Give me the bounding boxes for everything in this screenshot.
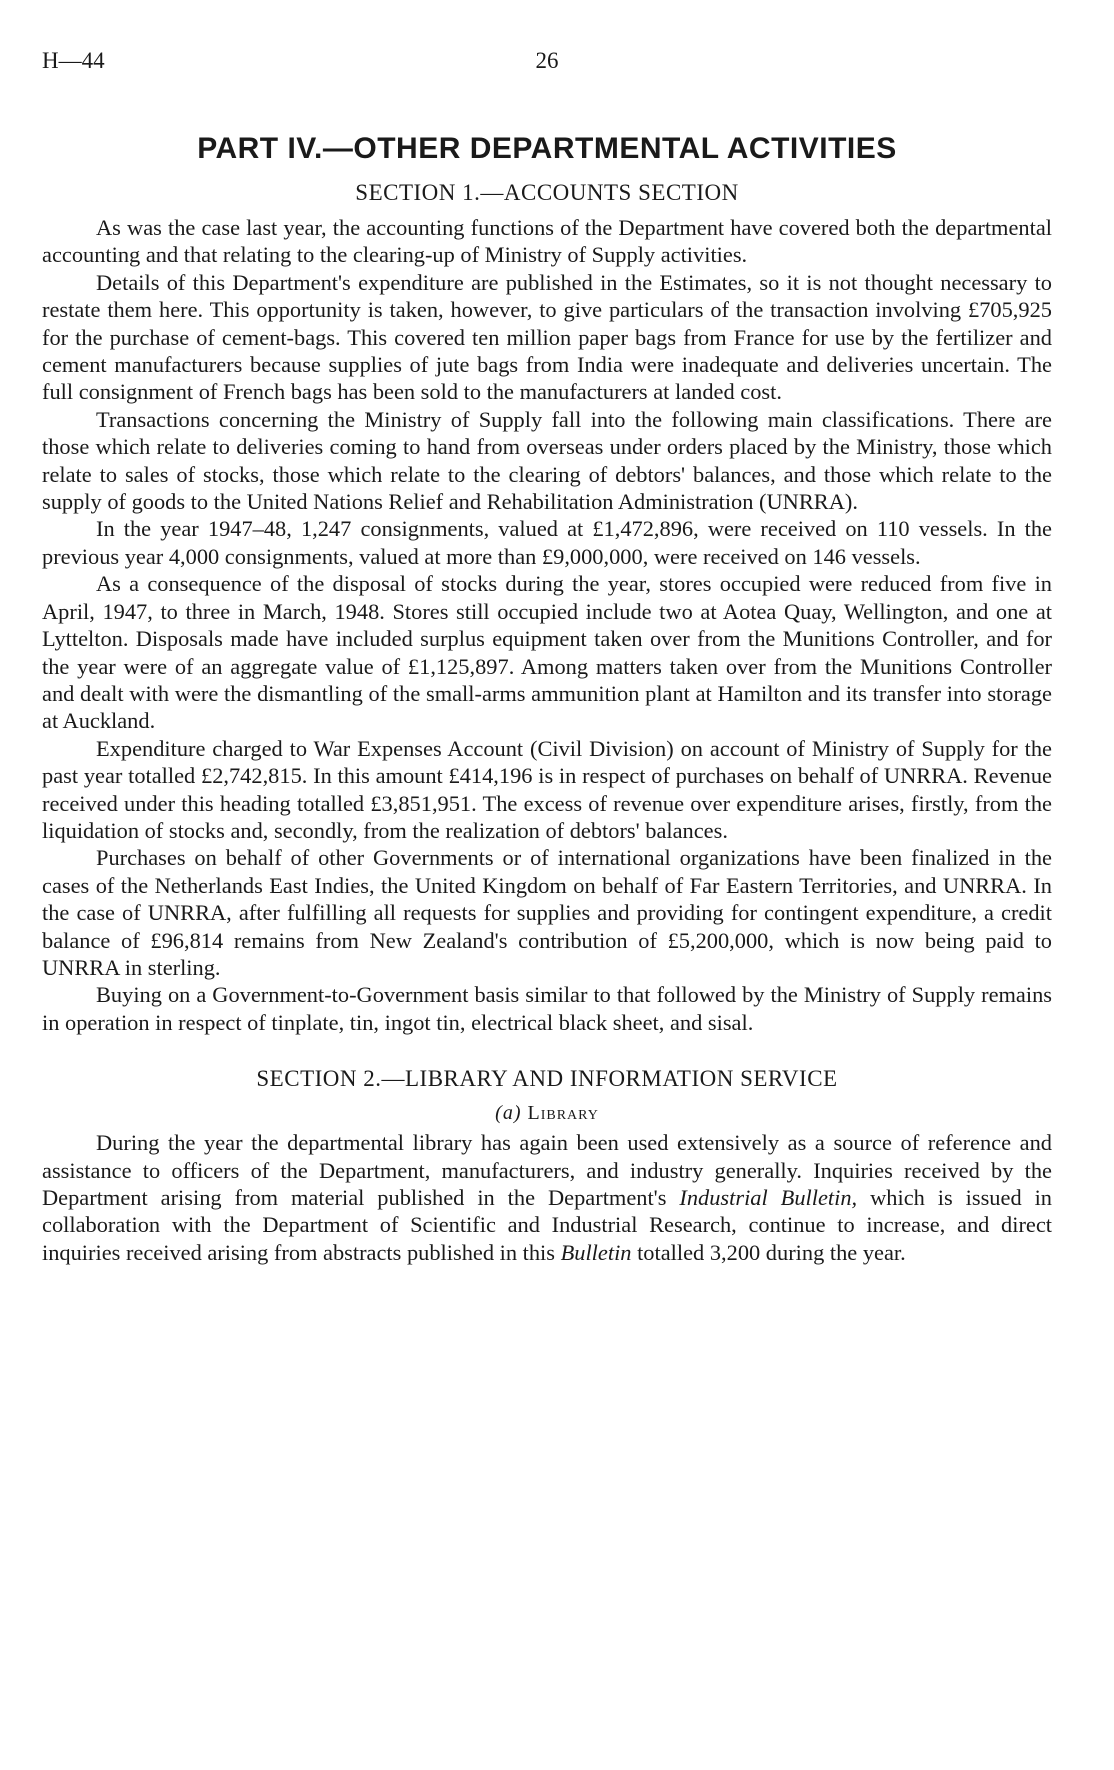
section-2-heading: SECTION 2.—LIBRARY AND INFORMATION SERVICE <box>256 1066 838 1092</box>
publication-title: Industrial Bulletin, <box>679 1185 858 1210</box>
paragraph: Details of this Department's expenditure are published in the Estimates, so it is not thought necessary to restate them here. This opportunity is taken, however, to give particulars of the transaction involving £705,925 for the purchase of cement-bags. This covered ten million paper bags from France for use by the fertilizer and cement manufacturers because supplies of jute bags from India were inadequate and deliveries uncertain. The full consignment of French bags has been sold to the manufacturers at landed cost. <box>42 269 1052 405</box>
library-subheading <box>42 1102 1052 1125</box>
part-title: PART IV.—OTHER DEPARTMENTAL ACTIVITIES <box>197 132 897 165</box>
paragraph: Expenditure charged to War Expenses Account (Civil Division) on account of Ministry of Supply for the past year totalled £2,742,815. In this amount £414,196 is in respect of purchases on behalf of UNRRA. Revenue received under this heading totalled £3,851,951. The excess of revenue over expenditure arises, firstly, from the liquidation of stocks and, secondly, from the realization of debtors' balances. <box>42 735 1052 843</box>
section-1-heading: SECTION 1.—ACCOUNTS SECTION <box>355 180 739 205</box>
paragraph: Buying on a Government-to-Government basis similar to that followed by the Ministry of Supply remains in operation in respect of tinplate, tin, ingot tin, electrical black sheet, and sisal. <box>42 982 1052 1035</box>
paragraph: In the year 1947–48, 1,247 consignments, valued at £1,472,896, were received on 110 vessels. In the previous year 4,000 consignments, valued at more than £9,000,000, were received on 146 vessels. <box>42 516 1052 569</box>
paragraph: Purchases on behalf of other Governments or of international organizations have been finalized in the cases of the Netherlands East Indies, the United Kingdom on behalf of Far Eastern Territories, and UNRRA. In the case of UNRRA, after fulfilling all requests for supplies and providing for contingent expenditure, a credit balance of £96,814 remains from New Zealand's contribution of £5,200,000, which is now being paid to UNRRA in sterling. <box>42 845 1052 980</box>
paragraph-text: totalled 3,200 during the year. <box>631 1239 906 1265</box>
report-code: H—44 <box>42 48 105 73</box>
page-number: 26 <box>535 48 559 73</box>
section-2-body <box>42 1129 1052 1266</box>
subheading-title: Library <box>527 1102 599 1125</box>
document-page <box>42 48 1052 1266</box>
paragraph: Transactions concerning the Ministry of Supply fall into the following main classifications. There are those which relate to deliveries coming to hand from overseas under orders placed by the Ministry, those which relate to sales of stocks, those which relate to the clearing of debtors' balances, and those which relate to the supply of goods to the United Nations Relief and Rehabilitation Administration (UNRRA). <box>42 406 1052 515</box>
paragraph: As a consequence of the disposal of stocks during the year, stores occupied were reduced from five in April, 1947, to three in March, 1948. Stores still occupied include two at Aotea Quay, Wellington, and one at Lyttelton. Disposals made have included surplus equipment taken over from the Munitions Controller, and for the year were of an aggregate value of £1,125,897. Among matters taken over from the Munitions Controller and dealt with were the dismantling of the small-arms ammunition plant at Hamilton and its transfer into storage at Auckland. <box>42 571 1052 734</box>
library-paragraph <box>42 1129 1052 1266</box>
section-1-body <box>42 214 1052 1036</box>
publication-title: Bulletin <box>560 1239 632 1265</box>
subheading-marker: (a) <box>495 1102 522 1125</box>
paragraph-text: During the year the departmental library has again been used extensively as a source of reference and assistance to officers of the Department, manufacturers, and industry generally. Inquiries received by the Department arising from material published in the Department's <box>42 1130 1052 1210</box>
running-header <box>42 48 1052 88</box>
paragraph-text: which is issued in collaboration with the Department of Scientific and Industrial Research, continue to increase, and direct inquiries received arising from abstracts published in this <box>42 1185 1053 1265</box>
paragraph: As was the case last year, the accounting functions of the Department have covered both the departmental accounting and that relating to the clearing-up of Ministry of Supply activities. <box>42 215 1052 268</box>
